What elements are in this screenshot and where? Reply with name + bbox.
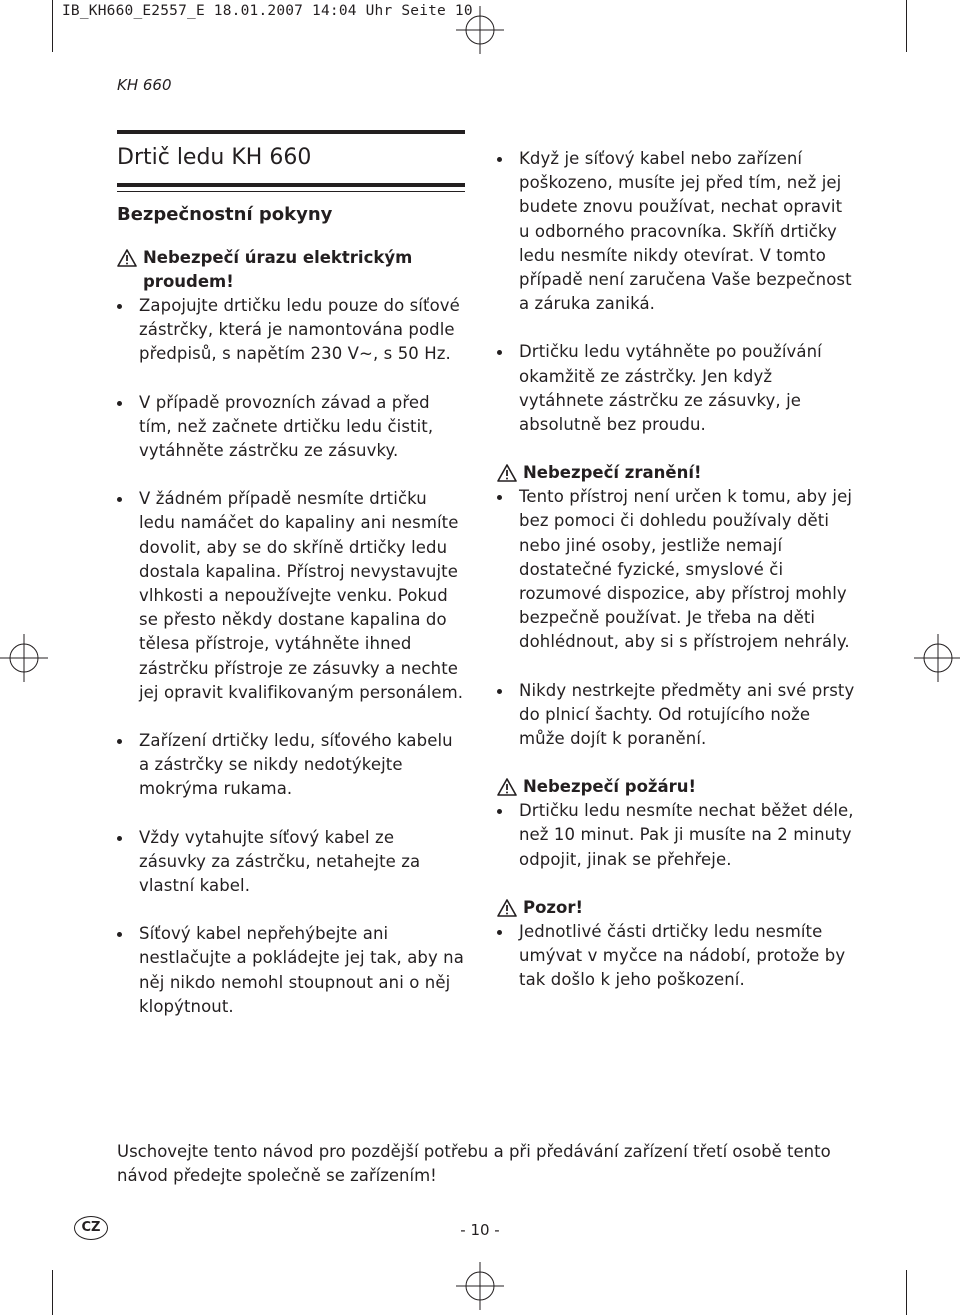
warning-triangle-icon <box>497 899 517 917</box>
section-heading: Bezpečnostní pokyny <box>117 204 333 225</box>
page-number: - 10 - <box>460 1221 500 1239</box>
warning-caution-text: Pozor! <box>523 897 584 917</box>
trim-mark-left <box>52 0 53 52</box>
list-item-text: Jednotlivé části drtičky ledu nesmíte umývat v myčce na nádobí, protože by tak došlo k jeho poškození. <box>519 921 846 990</box>
list-item-text: V případě provozních závad a před tím, než začnete drtičku ledu čistit, vytáhněte zástrčku ze zásuvky. <box>139 392 434 461</box>
title-rule-thin <box>117 191 465 192</box>
warning-injury <box>497 461 857 485</box>
list-item <box>117 729 465 802</box>
warning-injury-text: Nebezpečí zranění! <box>523 463 702 483</box>
registration-mark-bottom-icon <box>456 1262 504 1310</box>
list-item-text: Zapojujte drtičku ledu pouze do síťové zástrčky, která je namontována podle předpisů, s napětím 230 V~, s 50 Hz. <box>139 296 460 364</box>
list-item <box>117 294 465 367</box>
list-item-text: Drtičku ledu vytáhněte po používání okamžitě ze zástrčky. Jen když vytáhnete zástrčku ze zásuvky, je absolutně bez proudu. <box>519 342 822 435</box>
title-rule-bottom <box>117 183 465 187</box>
list-item <box>497 679 857 752</box>
list-item-text: Nikdy nestrkejte předměty ani své prsty do plnicí šachty. Od rotujícího nože může dojít k poranění. <box>519 680 855 749</box>
country-code-badge: CZ <box>74 1216 108 1240</box>
list-item <box>497 485 857 654</box>
list-item <box>497 920 857 993</box>
list-item <box>117 826 465 899</box>
list-item <box>117 487 465 705</box>
warning-fire-text: Nebezpečí požáru! <box>523 777 697 797</box>
warning-fire <box>497 775 857 799</box>
warning-triangle-icon <box>497 464 517 482</box>
list-item-text: Zařízení drtičky ledu, síťového kabelu a zástrčky se nikdy nedotýkejte mokrýma rukama. <box>139 731 453 799</box>
list-item <box>497 340 857 437</box>
warning-triangle-icon <box>117 249 137 267</box>
list-item-text: V žádném případě nesmíte drtičku ledu namáčet do kapaliny ani nesmíte dovolit, aby se do skříně drtičky ledu dostala kapalina. Přístroj nevystavujte vlhkosti a nepoužívejte venku. Pokud se přesto někdy dostane kapalina do tělesa přístroje, vytáhněte ihned zástrčku přístroje ze zásuvky a nechte jej opravit kvalifikovaným personálem. <box>139 489 464 702</box>
list-item-text: Vždy vytahujte síťový kabel ze zásuvky za zástrčku, netahejte za vlastní kabel. <box>139 827 421 896</box>
print-slug-line: IB_KH660_E2557_E 18.01.2007 14:04 Uhr Seite 10 <box>62 3 473 19</box>
trim-mark-right <box>906 0 907 52</box>
right-column <box>497 147 857 992</box>
registration-mark-top-icon <box>456 6 504 54</box>
registration-mark-left-icon <box>0 634 48 682</box>
title-rule-top <box>117 130 465 134</box>
trim-mark-bottom-right <box>906 1270 907 1315</box>
footer-note: Uschovejte tento návod pro pozdější potřebu a při předávání zařízení třetí osobě tento návod předejte společně se zařízením! <box>117 1142 831 1185</box>
list-item <box>117 391 465 464</box>
list-item-text: Drtičku ledu nesmíte nechat běžet déle, než 10 minut. Pak ji musíte na 2 minuty odpojit, jinak se přehřeje. <box>519 801 854 869</box>
list-item <box>497 147 857 316</box>
list-item <box>117 922 465 1019</box>
warning-electric-text: Nebezpečí úrazu elektrickým proudem! <box>143 248 413 291</box>
warning-caution <box>497 896 857 920</box>
registration-mark-right-icon <box>914 634 960 682</box>
warning-triangle-icon <box>497 778 517 796</box>
list-item-text: Tento přístroj není určen k tomu, aby jej bez pomoci či dohledu používaly děti nebo jiné osoby, jestliže nemají dostatečné fyzické, smyslové či rozumové dispozice, aby přístroj mohly bezpečně používat. Je třeba na děti dohlédnout, aby si s přístrojem nehrály. <box>519 487 853 652</box>
header-model: KH 660 <box>117 76 172 94</box>
left-column <box>117 130 465 1019</box>
list-item-text: Síťový kabel nepřehýbejte ani nestlačujte a pokládejte jej tak, aby na něj nikdo nemohl stoupnout ani o něj klopýtnout. <box>139 924 464 1016</box>
list-item <box>497 799 857 872</box>
warning-electric <box>117 246 465 294</box>
page-title: Drtič ledu KH 660 <box>117 145 312 170</box>
list-item-text: Když je síťový kabel nebo zařízení poškozeno, musíte jej před tím, než jej budete znovu používat, nechat opravit u odborného pracovníka. Skříň drtičky ledu nesmíte nikdy otevírat. V tomto případě není zaručena Vaše bezpečnost a záruka zaniká. <box>519 149 852 314</box>
trim-mark-bottom-left <box>52 1270 53 1315</box>
